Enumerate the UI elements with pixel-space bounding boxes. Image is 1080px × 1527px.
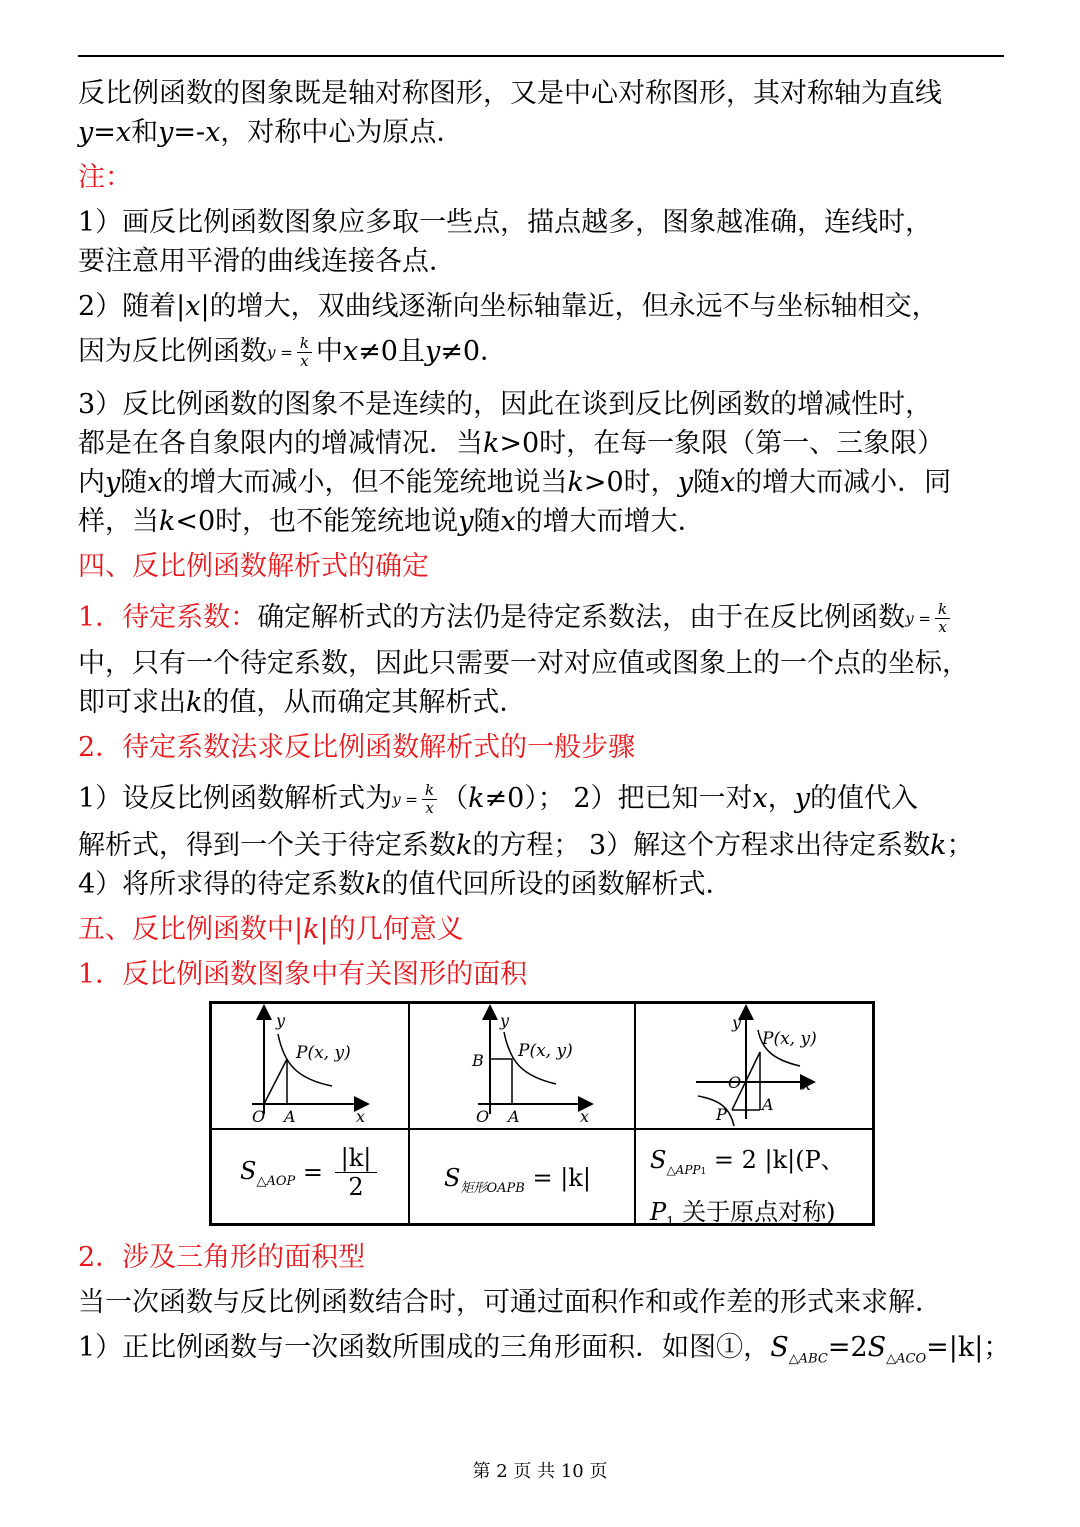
formula-aop: $S_{\triangle AOP}$ = $\frac{|k|}{2}$ <box>240 1144 377 1201</box>
note3-line3: 内y随x的增大而减小，但不能笼统地说当k>0时，y随x的增大而减小．同 <box>78 466 952 498</box>
graph-label-o: O <box>252 1107 266 1126</box>
graph-label-o: O <box>476 1107 490 1126</box>
graph-label-p: P(x, y) <box>518 1041 573 1061</box>
graph-rectangle-oapb <box>410 1004 634 1128</box>
note3-line4: 样，当k<0时，也不能笼统地说y随x的增大而增大． <box>78 505 705 537</box>
s5-1-heading: 1．反比例函数图象中有关图形的面积 <box>78 958 528 990</box>
s4-2-line1: 1）设反比例函数解析式为y = $\frac{k}{x}$ （k≠0）； 2）把已知一对x，y的值代入 <box>78 781 919 817</box>
graph-label-y: y <box>732 1013 742 1032</box>
graph-label-y: y <box>500 1011 510 1030</box>
graph-label-x: x <box>802 1075 812 1094</box>
s4-1-line3: 即可求出k的值，从而确定其解析式． <box>78 687 527 718</box>
note1-line1: 1）画反比例函数图象应多取一些点，描点越多，图象越准确，连线时， <box>78 207 933 238</box>
graph-label-b: B <box>472 1051 484 1070</box>
rectangle-oapb <box>490 1059 512 1104</box>
note2-line2: 因为反比例函数y = $\frac{k}{x}$ 中x≠0且y≠0． <box>78 334 508 370</box>
note3-line2: 都是在各自象限内的增减情况．当k>0时，在每一象限（第一、三象限） <box>78 427 945 459</box>
s5-2-line1: 当一次函数与反比例函数结合时，可通过面积作和或作差的形式来求解． <box>78 1287 942 1318</box>
note2-line1: 2）随着|x|的增大，双曲线逐渐向坐标轴靠近，但永远不与坐标轴相交， <box>78 291 939 322</box>
s4-2-line2: 解析式，得到一个关于待定系数k的方程； 3）解这个方程求出待定系数k； <box>78 829 974 861</box>
graph-triangle-app1 <box>636 1004 872 1128</box>
note1-line2: 要注意用平滑的曲线连接各点． <box>78 246 456 277</box>
s5-2-line2: 1）正比例函数与一次函数所围成的三角形面积．如图①，$S_{\triangle ABC}=2S_{\triangle ACO}=|k|$； <box>78 1332 1011 1367</box>
fraction-k-over-x: $\frac{k}{x}$ <box>297 335 312 370</box>
section5-heading: 五、反比例函数中|k|的几何意义 <box>78 913 464 945</box>
formula-app1: $S_{\triangle APP1} = 2$ |k|(P、 $P_1$ 关于原点对称) <box>650 1146 845 1230</box>
graph-label-x: x <box>580 1107 590 1126</box>
formula-oapb: $S_{矩形OAPB} = |k|$ <box>444 1164 591 1196</box>
page-content <box>78 74 1008 994</box>
fraction-k-over-x: $\frac{k}{x}$ <box>935 601 950 636</box>
graph-label-a: A <box>284 1107 296 1126</box>
fraction-k-over-x: $\frac{k}{x}$ <box>422 782 437 817</box>
graph-label-y: y <box>276 1011 286 1030</box>
graph-label-p1: P <box>716 1105 727 1124</box>
graph-label-a: A <box>762 1095 774 1114</box>
header-rule <box>78 55 1004 57</box>
s5-2-heading: 2．涉及三角形的面积型 <box>78 1242 366 1273</box>
para1-line1: 反比例函数的图象既是轴对称图形，又是中心对称图形，其对称轴为直线 <box>78 78 942 109</box>
section4-heading: 四、反比例函数解析式的确定 <box>78 550 429 582</box>
s4-1-line1: 1．待定系数：确定解析式的方法仍是待定系数法，由于在反比例函数y = $\frac{k}{x}$ <box>78 592 1008 645</box>
para1-line2: y=x和y=-x，对称中心为原点． <box>78 117 464 148</box>
note-label: 注： <box>78 162 132 193</box>
table-row-divider <box>212 1128 872 1130</box>
graph-triangle-aop <box>212 1004 408 1128</box>
section5-2 <box>78 1238 1011 1378</box>
graph-label-o: O <box>728 1073 742 1092</box>
graph-label-p: P(x, y) <box>762 1029 817 1049</box>
s4-1-line2: 中，只有一个待定系数，因此只需要一对对应值或图象上的一个点的坐标， <box>78 648 969 679</box>
graph-label-a: A <box>508 1107 520 1126</box>
page-footer: 第 2 页 共 10 页 <box>472 1461 608 1482</box>
note3-line1: 3）反比例函数的图象不是连续的，因此在谈到反比例函数的增减性时， <box>78 388 933 420</box>
s4-2-line3: 4）将所求得的待定系数k的值代回所设的函数解析式． <box>78 868 733 900</box>
graph-label-x: x <box>356 1107 366 1126</box>
s4-2-heading: 2．待定系数法求反比例函数解析式的一般步骤 <box>78 732 636 763</box>
graph-label-p: P(x, y) <box>296 1043 351 1063</box>
area-table <box>209 1001 875 1230</box>
